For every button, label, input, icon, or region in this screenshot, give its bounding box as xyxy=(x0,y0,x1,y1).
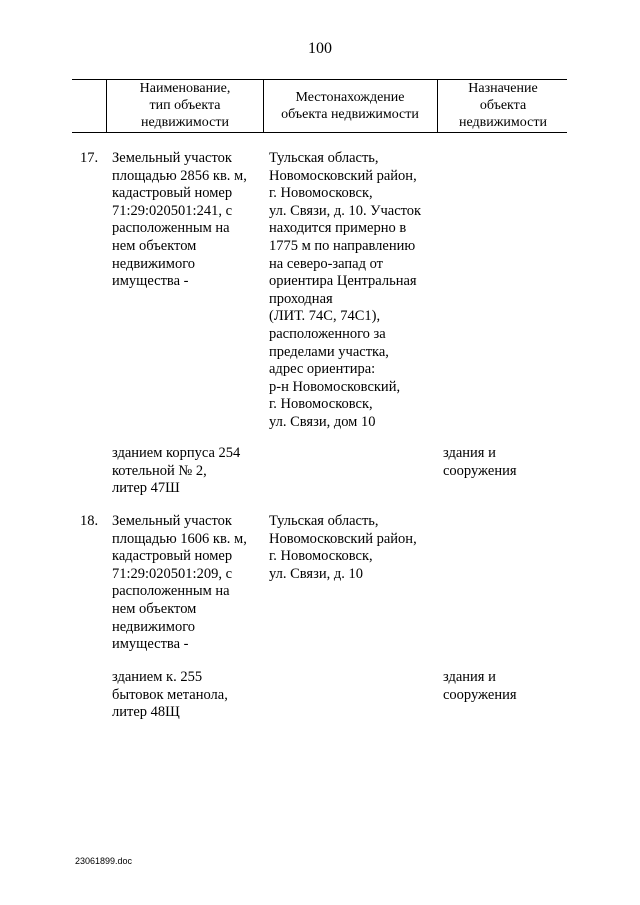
row-purpose: здания и сооружения xyxy=(443,445,517,479)
row-name: Земельный участок площадью 1606 кв. м, кадастровый номер 71:29:020501:209, с расположенным на нем объектом недвижимого имущества - xyxy=(112,513,247,653)
header-divider-1 xyxy=(106,79,107,132)
row-sub-name: зданием корпуса 254 котельной № 2, литер 47Ш xyxy=(112,445,241,497)
row-location: Тульская область, Новомосковский район, г. Новомосковск, ул. Связи, д. 10 xyxy=(269,513,417,582)
row-number: 17. xyxy=(80,150,99,166)
page-number: 100 xyxy=(308,40,332,57)
header-name: Наименование, тип объекта недвижимости xyxy=(139,81,231,130)
row-location: Тульская область, Новомосковский район, г. Новомосковск, ул. Связи, д. 10. Участок находится примерно в 1775 м по направлению на северо-запад от ориентира Центральная проходная (ЛИТ. 74С, 74С1), расположенного за пределами участка, адрес ориентира: р-н Новомосковский, г. Новомосковск, ул. Связи, дом 10 xyxy=(269,150,422,430)
header-divider-3 xyxy=(437,79,438,132)
row-sub-name: зданием к. 255 бытовок метанола, литер 48Щ xyxy=(112,669,228,721)
header-bottom-rule xyxy=(72,132,567,133)
header-divider-2 xyxy=(263,79,264,132)
footer-filename: 23061899.doc xyxy=(75,856,133,866)
header-location: Местонахождение объекта недвижимости xyxy=(281,90,419,122)
row-name: Земельный участок площадью 2856 кв. м, кадастровый номер 71:29:020501:241, с расположенным на нем объектом недвижимого имущества - xyxy=(112,150,247,290)
row-purpose: здания и сооружения xyxy=(443,669,517,703)
header-purpose: Назначение объекта недвижимости xyxy=(459,81,547,130)
row-number: 18. xyxy=(80,513,99,529)
